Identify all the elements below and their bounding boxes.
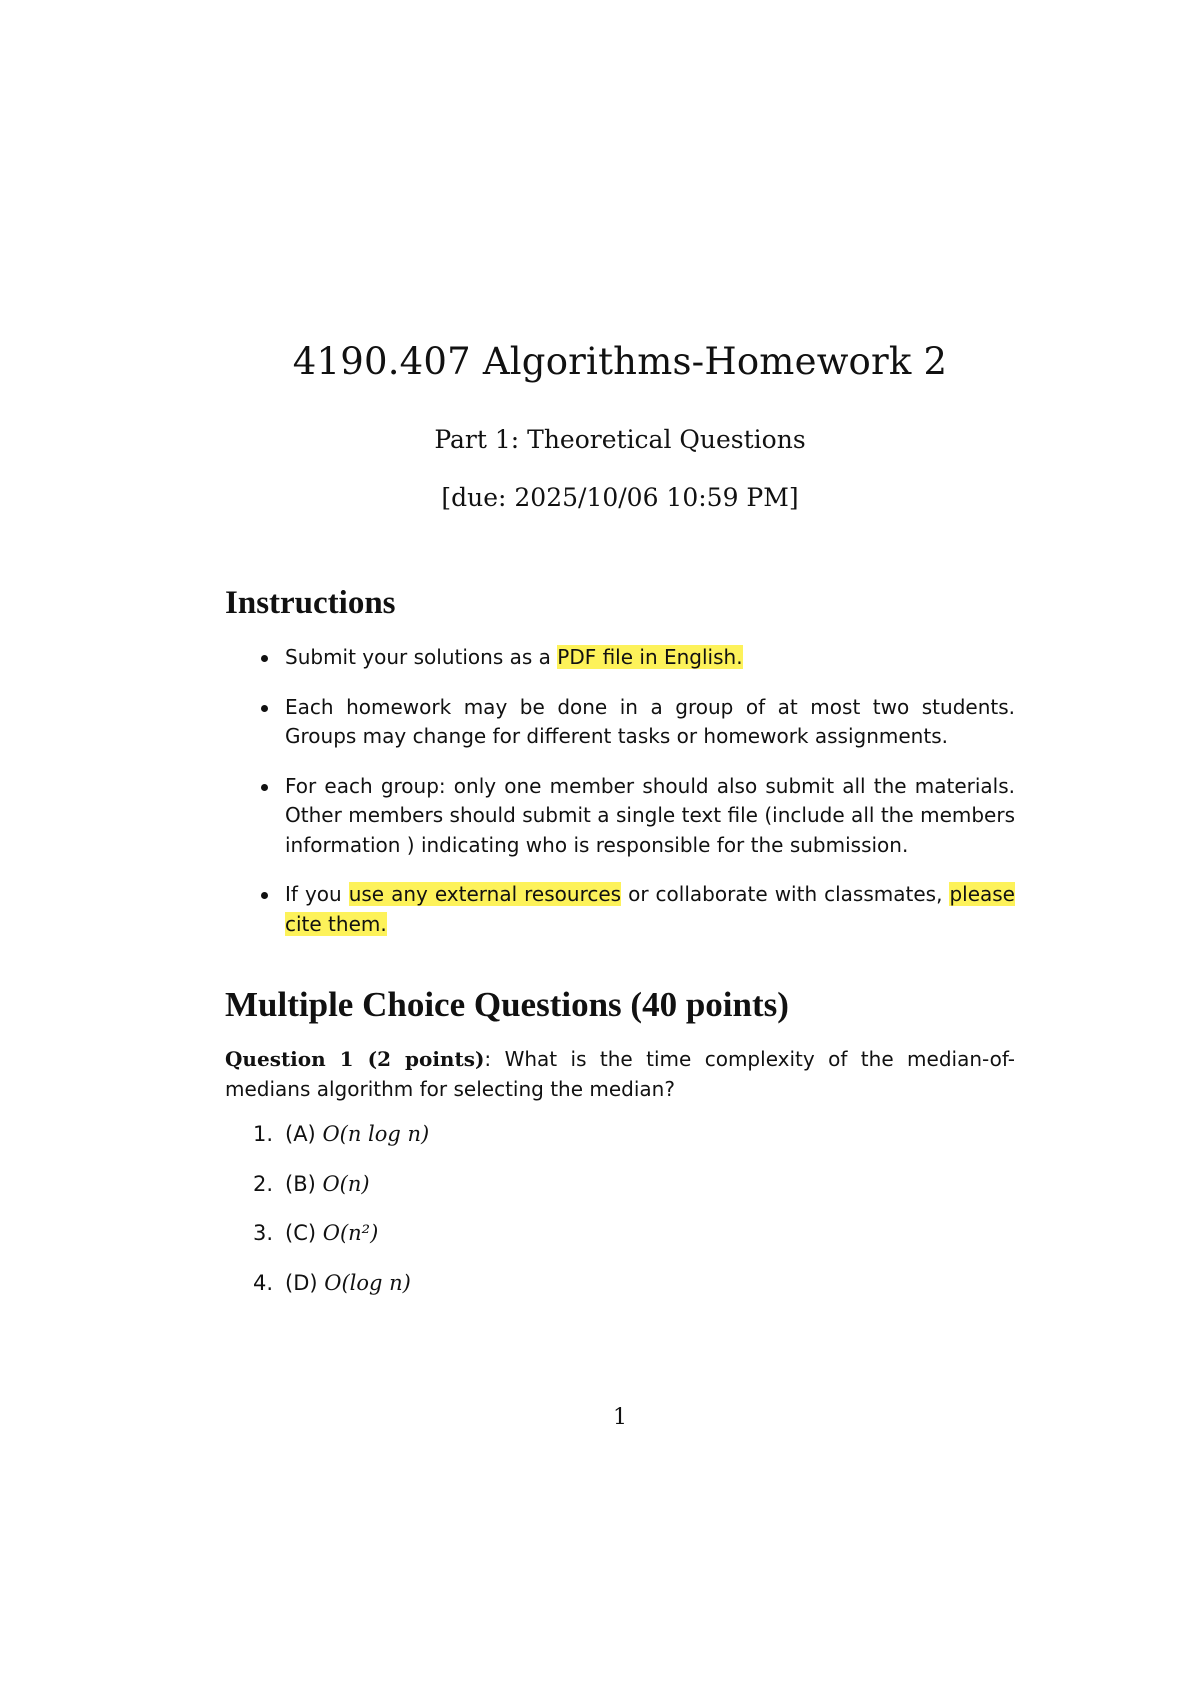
- option-a: 1. (A) O(n log n): [253, 1122, 430, 1146]
- instructions-heading: Instructions: [225, 585, 396, 621]
- list-item: For each group: only one member should also submit all the materials. Other members should submit a single text file (include all the members information ) indicating who is responsible for the submission.: [225, 772, 1015, 861]
- question-text: : What is the time complexity of the median-of-medians algorithm for selecting the median?: [225, 1047, 1015, 1101]
- page-number: 1: [613, 1405, 627, 1430]
- option-b: 2. (B) O(n): [253, 1171, 370, 1196]
- instructions-list: [225, 643, 1015, 959]
- due-date: [due: 2025/10/06 10:59 PM]: [441, 483, 799, 512]
- bullet-icon: [261, 784, 268, 791]
- option-c: 3. (C) O(n²): [253, 1221, 379, 1245]
- answer-options: [225, 1122, 429, 1320]
- highlighted-text: PDF file in English.: [557, 645, 743, 669]
- document-subtitle: Part 1: Theoretical Questions: [434, 425, 806, 454]
- bullet-icon: [261, 655, 268, 662]
- highlighted-text: please cite them.: [285, 882, 1015, 936]
- list-item: If you use any external resources or collaborate with classmates, please cite them.: [225, 880, 1015, 939]
- option-d: 4. (D) O(log n): [253, 1270, 411, 1295]
- question-label: Question 1 (2 points): [225, 1047, 485, 1071]
- highlighted-text: use any external resources: [348, 882, 622, 906]
- list-item: Each homework may be done in a group of at most two students. Groups may change for different tasks or homework assignments.: [225, 693, 1015, 752]
- mcq-heading: Multiple Choice Questions (40 points): [225, 985, 789, 1024]
- question-1: [225, 1045, 1015, 1104]
- list-item: Submit your solutions as a PDF file in English.: [225, 643, 1015, 673]
- document-title: 4190.407 Algorithms-Homework 2: [292, 340, 948, 383]
- bullet-icon: [261, 892, 268, 899]
- bullet-icon: [261, 705, 268, 712]
